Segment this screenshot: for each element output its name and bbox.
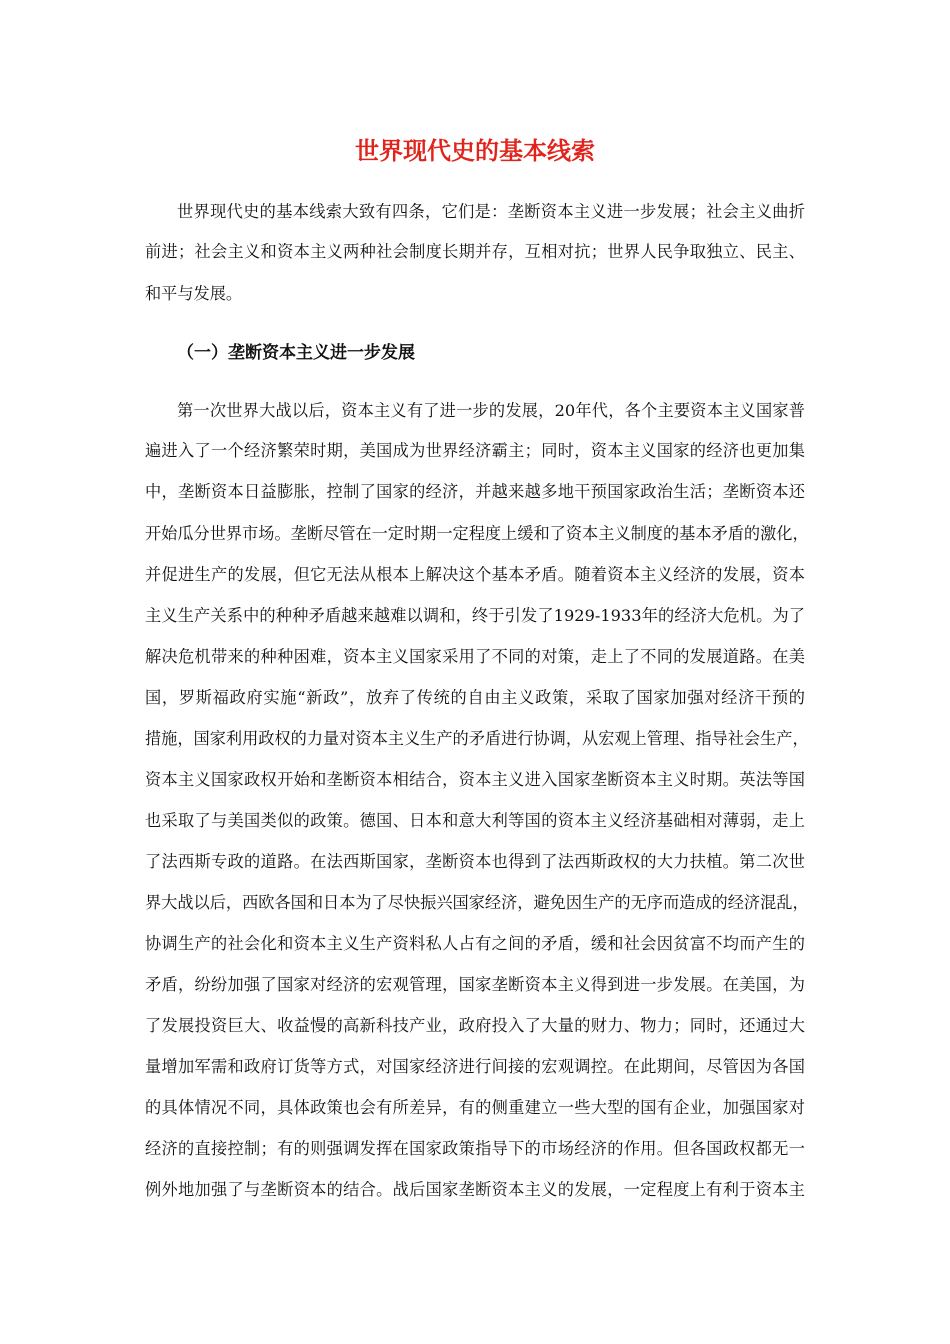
- body-line: 矛盾，纷纷加强了国家对经济的宏观管理，国家垄断资本主义得到进一步发展。在美国，为: [145, 975, 805, 994]
- body-line: 开始瓜分世界市场。垄断尽管在一定时期一定程度上缓和了资本主义制度的基本矛盾的激化，: [145, 524, 809, 543]
- body-line: 资本主义国家政权开始和垄断资本相结合，资本主义进入国家垄断资本主义时期。英法等国: [145, 770, 805, 789]
- body-line: 协调生产的社会化和资本主义生产资料私人占有之间的矛盾，缓和社会因贫富不均而产生的: [145, 934, 805, 953]
- body-line: 并促进生产的发展，但它无法从根本上解决这个基本矛盾。随着资本主义经济的发展，资本: [145, 565, 805, 584]
- intro-line: 和平与发展。: [145, 284, 243, 303]
- intro-line: 前进；社会主义和资本主义两种社会制度长期并存，互相对抗；世界人民争取独立、民主、: [145, 242, 805, 261]
- body-line: 国，罗斯福政府实施“新政”，放弃了传统的自由主义政策，采取了国家加强对经济干预的: [145, 688, 805, 707]
- body-line: 主义生产关系中的种种矛盾越来越难以调和，终于引发了1929-1933年的经济大危机。为了: [145, 606, 805, 625]
- intro-line: 世界现代史的基本线索大致有四条，它们是：垄断资本主义进一步发展；社会主义曲折: [177, 202, 805, 221]
- body-line: 经济的直接控制；有的则强调发挥在国家政策指导下的市场经济的作用。但各国政权都无一: [145, 1139, 805, 1158]
- body-line: 了发展投资巨大、收益慢的高新科技产业，政府投入了大量的财力、物力；同时，还通过大: [145, 1016, 805, 1035]
- section-heading: （一）垄断资本主义进一步发展: [177, 343, 415, 363]
- body-line: 量增加军需和政府订货等方式，对国家经济进行间接的宏观调控。在此期间，尽管因为各国: [145, 1057, 805, 1076]
- body-line: 解决危机带来的种种困难，资本主义国家采用了不同的对策，走上了不同的发展道路。在美: [145, 647, 805, 666]
- body-line: 的具体情况不同，具体政策也会有所差异，有的侧重建立一些大型的国有企业，加强国家对: [145, 1098, 805, 1117]
- body-line: 了法西斯专政的道路。在法西斯国家，垄断资本也得到了法西斯政权的大力扶植。第二次世: [145, 852, 805, 871]
- body-line: 也采取了与美国类似的政策。德国、日本和意大利等国的资本主义经济基础相对薄弱，走上: [145, 811, 805, 830]
- body-line: 中，垄断资本日益膨胀，控制了国家的经济，并越来越多地干预国家政治生活；垄断资本还: [145, 482, 805, 501]
- body-line: 界大战以后，西欧各国和日本为了尽快振兴国家经济，避免因生产的无序而造成的经济混乱，: [145, 893, 809, 912]
- document-title: 世界现代史的基本线索: [355, 137, 595, 165]
- body-line: 例外地加强了与垄断资本的结合。战后国家垄断资本主义的发展，一定程度上有利于资本主: [145, 1180, 805, 1199]
- body-line: 第一次世界大战以后，资本主义有了进一步的发展，20年代，各个主要资本主义国家普: [177, 401, 805, 420]
- body-line: 遍进入了一个经济繁荣时期，美国成为世界经济霸主；同时，资本主义国家的经济也更加集: [145, 441, 805, 460]
- body-line: 措施，国家利用政权的力量对资本主义生产的矛盾进行协调，从宏观上管理、指导社会生产，: [145, 729, 809, 748]
